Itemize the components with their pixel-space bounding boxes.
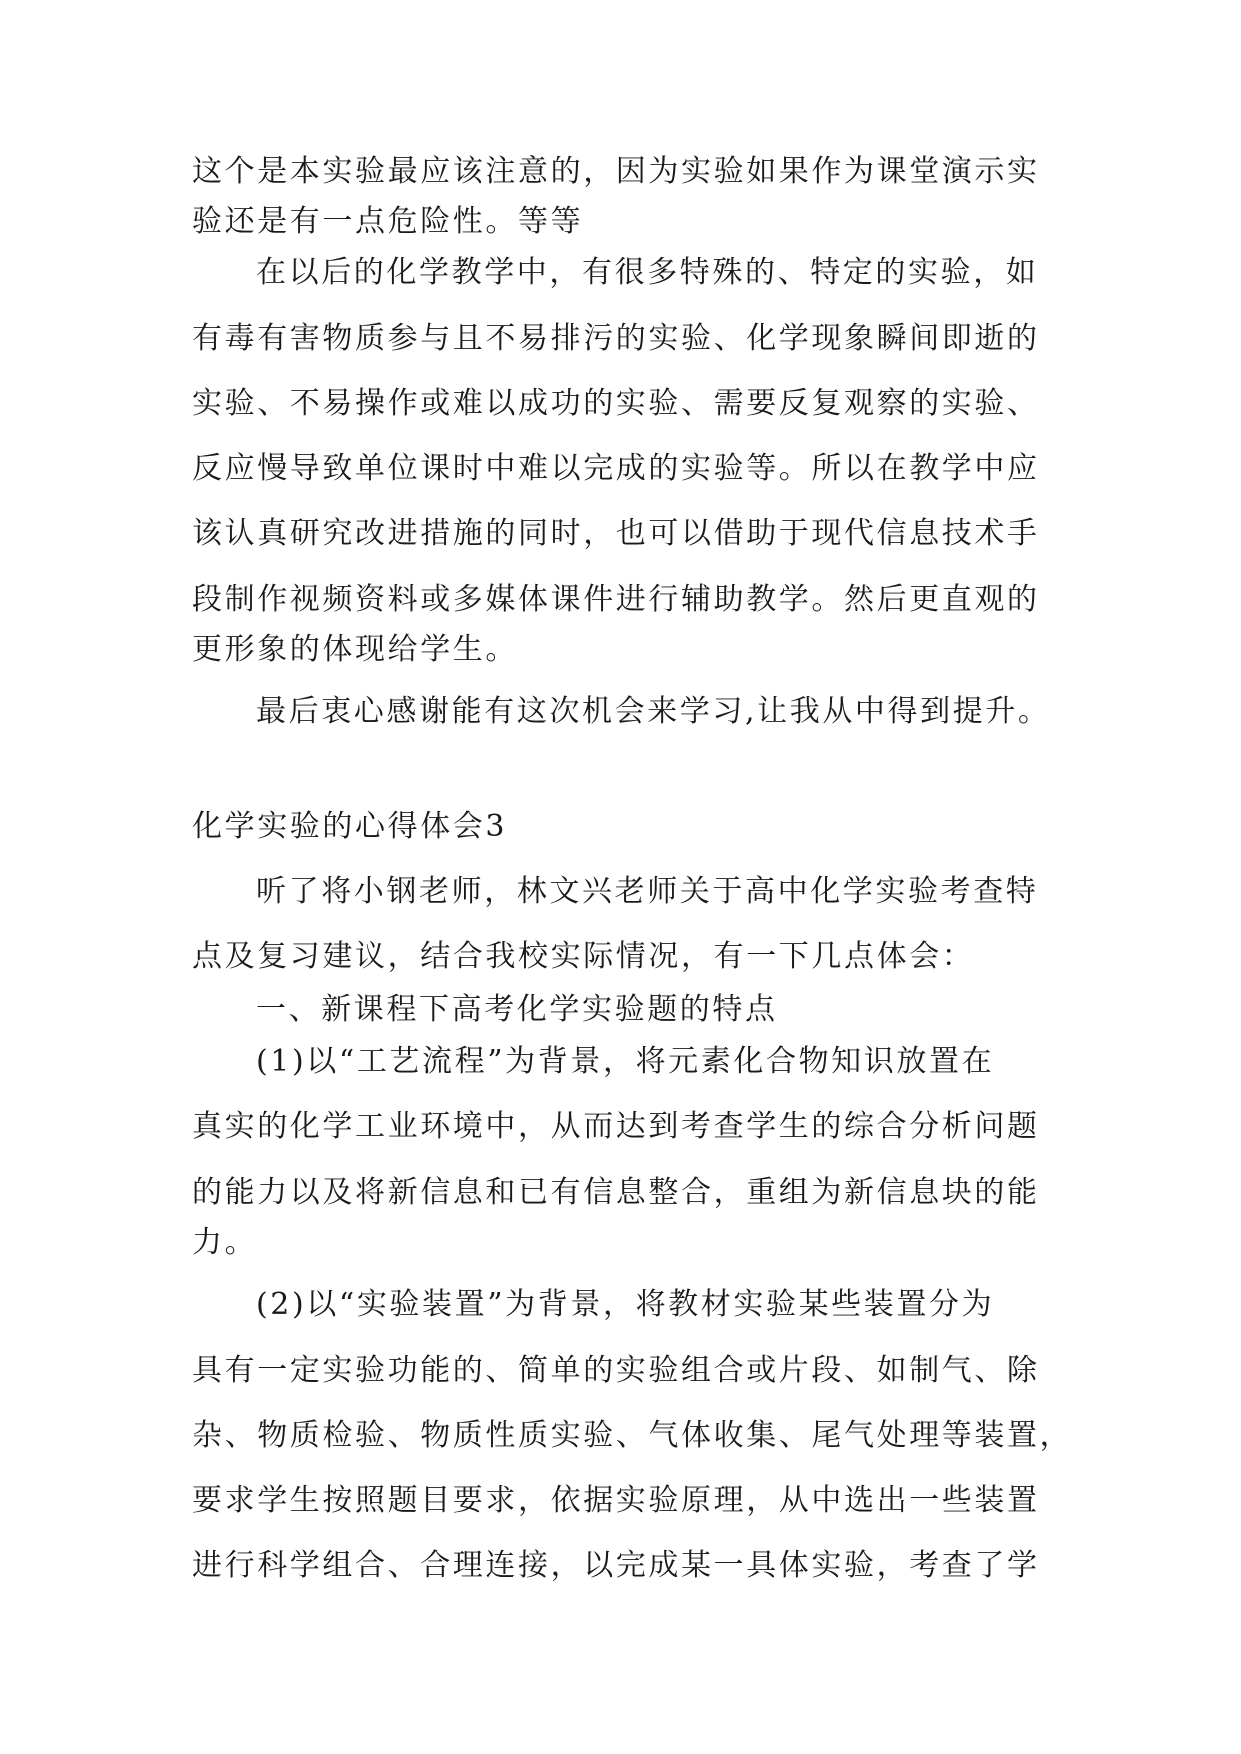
text-line: 进行科学组合、合理连接，以完成某一具体实验，考查了学 <box>192 1548 1040 1583</box>
text-line: 要求学生按照题目要求，依据实验原理，从中选出一些装置 <box>192 1483 1040 1518</box>
text-line: 验还是有一点危险性。等等 <box>192 204 584 239</box>
text-line: 具有一定实验功能的、简单的实验组合或片段、如制气、除 <box>192 1353 1040 1388</box>
text-line: 在以后的化学教学中，有很多特殊的、特定的实验，如 <box>256 255 1039 290</box>
text-line: 的能力以及将新信息和已有信息整合，重组为新信息块的能 <box>192 1175 1040 1210</box>
text-line: 更形象的体现给学生。 <box>192 632 518 667</box>
text-line: 有毒有害物质参与且不易排污的实验、化学现象瞬间即逝的 <box>192 321 1040 356</box>
text-line: 力。 <box>192 1225 258 1260</box>
text-line: 真实的化学工业环境中，从而达到考查学生的综合分析问题 <box>192 1109 1040 1144</box>
text-line: 一、新课程下高考化学实验题的特点 <box>256 992 778 1027</box>
text-line: 最后衷心感谢能有这次机会来学习,让我从中得到提升。 <box>256 694 1051 729</box>
text-line: 段制作视频资料或多媒体课件进行辅助教学。然后更直观的 <box>192 582 1040 617</box>
text-line: (2)以“实验装置”为背景，将教材实验某些装置分为 <box>256 1287 995 1322</box>
text-line: 点及复习建议，结合我校实际情况，有一下几点体会： <box>192 939 975 974</box>
section-heading: 化学实验的心得体会3 <box>192 809 508 844</box>
text-line: 该认真研究改进措施的同时，也可以借助于现代信息技术手 <box>192 516 1040 551</box>
text-line: 这个是本实验最应该注意的，因为实验如果作为课堂演示实 <box>192 154 1040 189</box>
text-line: 听了将小钢老师，林文兴老师关于高中化学实验考查特 <box>256 874 1039 909</box>
text-line: (1)以“工艺流程”为背景，将元素化合物知识放置在 <box>256 1044 995 1079</box>
text-line: 反应慢导致单位课时中难以完成的实验等。所以在教学中应 <box>192 451 1040 486</box>
text-line: 实验、不易操作或难以成功的实验、需要反复观察的实验、 <box>192 386 1040 421</box>
text-line: 杂、物质检验、物质性质实验、气体收集、尾气处理等装置， <box>192 1418 1073 1453</box>
